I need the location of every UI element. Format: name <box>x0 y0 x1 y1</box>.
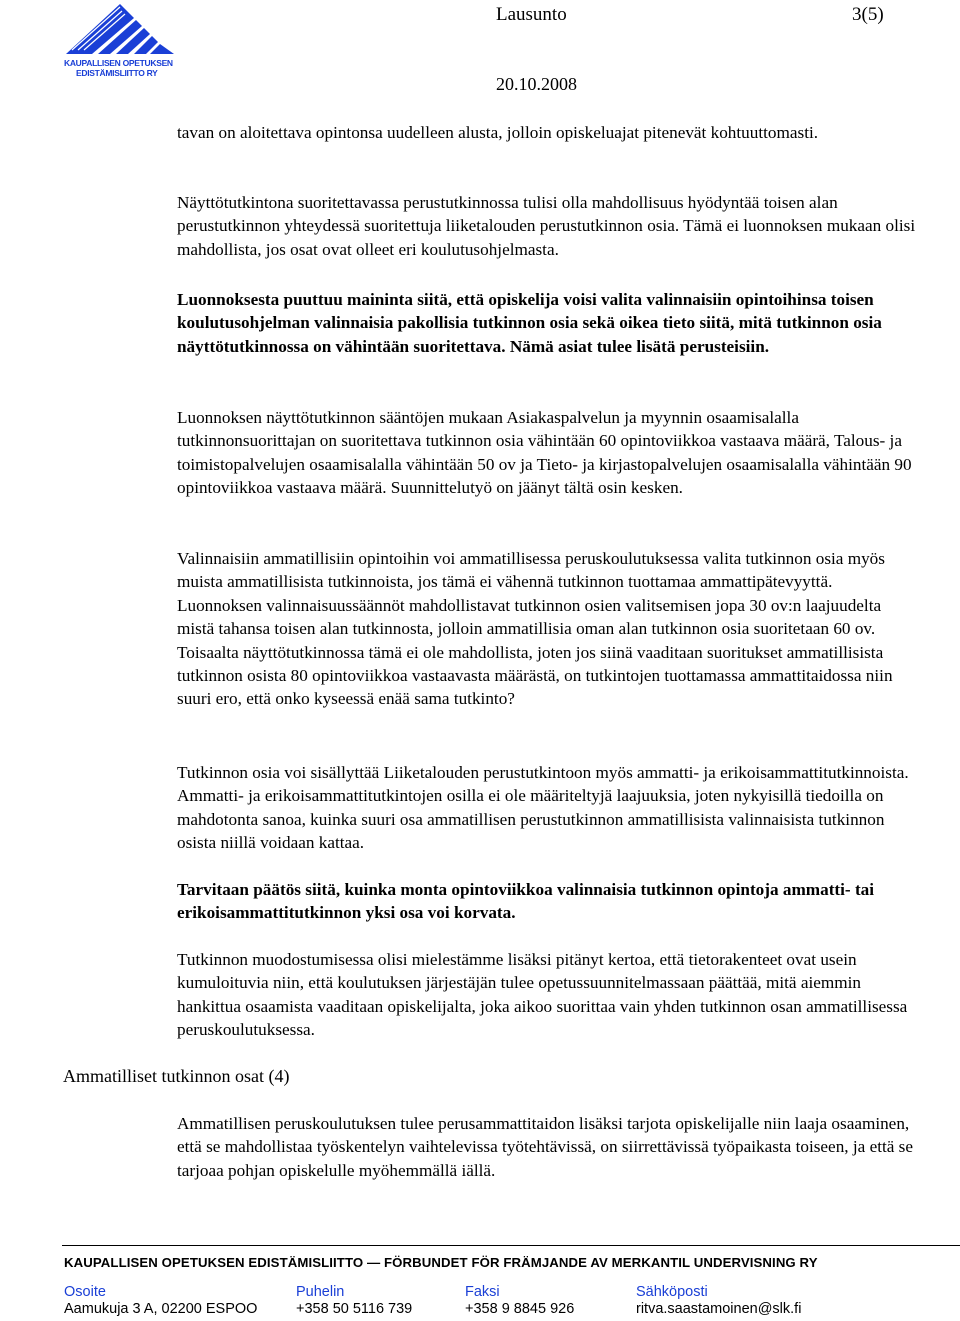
paragraph-5: Valinnaisiin ammatillisiin opintoihin voi ammatillisessa peruskoulutuksessa valita tutkinnon osia myös muista ammatillisista tutkinnoista, jos tämä ei vähennä tutkinnon tuottamaa ammattipätevyyttä. Luonnoksen valinnaisuussäännöt mahdollistavat tutkinnon osien valitsemisen jopa 30 ov:n laajuudelta mistä tahansa toisen alan tutkinnosta, jolloin ammatillisia oman alan tutkinnon osia suoritetaan 60 ov. Toisaalta näyttötutkinnossa tämä ei ole mahdollista, joten jos siinä vaaditaan suoritukset ammatillisista tutkinnon osista 80 opintoviikkoa vastaavasta määrästä, on tutkintojen tuottamassa ammattitaidossa niin suuri ero, että onko kyseessä enää sama tutkinto? <box>177 549 893 709</box>
body-paragraph <box>177 191 917 285</box>
body-paragraph <box>177 406 917 523</box>
footer-phone-label: Puhelin <box>296 1284 345 1300</box>
body-paragraph <box>177 1112 917 1206</box>
paragraph-7-bold: Tarvitaan päätös siitä, kuinka monta opintoviikkoa valinnaisia tutkinnon opintoja ammatti- tai erikoisammattitutkinnon yksi osa voi korvata. <box>177 880 875 923</box>
logo-text-line2: EDISTÄMISLIITTO RY <box>76 68 158 78</box>
paragraph-6: Tutkinnon osia voi sisällyttää Liiketalouden perustutkintoon myös ammatti- ja erikoisammattitutkinnoista. Ammatti- ja erikoisammattitutkintojen osilla ei ole määriteltyjä laajuuksia, joten nykyisillä tiedoilla on mahdotonta sanoa, kuinka suuri osa ammatillisen perustutkinnon ammatillisista valinnaisista tutkinnon osista niillä voidaan kattaa. <box>177 763 909 853</box>
paragraph-3-bold: Luonnoksesta puuttuu maininta siitä, että opiskelija voisi valita valinnaisiin opintoihinsa toisen koulutusohjelman valinnaisia pakollisia tutkinnon osia sekä oikea tieto siitä, mitä tutkinnon osia näyttötutkinnossa on vähintään suoritettava. Nämä asiat tulee lisätä perusteisiin. <box>177 290 882 356</box>
body-paragraph <box>177 121 917 168</box>
footer-fax: +358 9 8845 926 <box>465 1301 575 1317</box>
paragraph-1: tavan on aloitettava opintonsa uudelleen alusta, jolloin opiskeluajat pitenevät kohtuuttomasti. <box>177 123 819 142</box>
footer-organization: KAUPALLISEN OPETUKSEN EDISTÄMISLIITTO — FÖRBUNDET FÖR FRÄMJANDE AV MERKANTIL UNDERVISNING RY <box>64 1255 818 1270</box>
body-paragraph <box>177 288 917 382</box>
footer-address-label: Osoite <box>64 1284 106 1300</box>
section-heading: Ammatilliset tutkinnon osat (4) <box>63 1066 290 1086</box>
logo-text-line1: KAUPALLISEN OPETUKSEN <box>64 58 173 68</box>
body-paragraph <box>177 547 917 734</box>
paragraph-2: Näyttötutkintona suoritettavassa perustutkinnossa tulisi olla mahdollisuus hyödyntää toisen alan perustutkinnon yhteydessä suoritettuja liiketalouden perustutkinnon osia. Tämä ei luonnoksen mukaan olisi mahdollista, jos osat ovat olleet eri koulutusohjelmasta. <box>177 193 916 259</box>
document-type: Lausunto <box>496 4 567 25</box>
paragraph-8: Tutkinnon muodostumisessa olisi mielestämme lisäksi pitänyt kertoa, että tietorakenteet ovat usein kumuloituvia niin, että koulutuksen järjestäjän tulee opetussuunnitelmassaan päättää, mitä aiemmin hankittua osaamista vaaditaan opiskelijalta, joka aikoo suorittaa vain yhden tutkinnon osan ammatillisessa peruskoulutuksessa. <box>177 950 908 1040</box>
body-paragraph <box>177 878 917 948</box>
paragraph-9: Ammatillisen peruskoulutuksen tulee perusammattitaidon lisäksi tarjota opiskelijalle niin laaja osaaminen, että se mahdollistaa työskentelyn vaihtelevissa työtehtävissä, on siirrettävissä työpaikasta toiseen, ja että se tarjoaa pohjan opiskelulle myöhemmällä iällä. <box>177 1114 913 1180</box>
footer-fax-label: Faksi <box>465 1284 500 1300</box>
footer-phone: +358 50 5116 739 <box>296 1301 413 1317</box>
page-number: 3(5) <box>852 4 884 25</box>
footer-divider <box>62 1245 960 1246</box>
body-paragraph <box>177 761 917 878</box>
paragraph-4: Luonnoksen näyttötutkinnon sääntöjen mukaan Asiakaspalvelun ja myynnin osaamisalalla tutkinnonsuorittajan on suoritettava tutkinnon osia vähintään 60 opintoviikkoa vastaava määrä, Talous- ja toimistopalvelujen osaamisalalla vähintään 50 ov ja Tieto- ja kirjastopalvelujen osaamisalalla vähintään 90 opintoviikkoa vastaava määrä. Suunnittelutyö on jäänyt tältä osin kesken. <box>177 408 912 498</box>
body-paragraph <box>177 948 917 1065</box>
organization-logo <box>62 2 180 82</box>
footer-email[interactable]: ritva.saastamoinen@slk.fi <box>636 1301 802 1317</box>
footer-email-label: Sähköposti <box>636 1284 708 1300</box>
footer-address: Aamukuja 3 A, 02200 ESPOO <box>64 1301 258 1317</box>
document-date: 20.10.2008 <box>496 74 577 94</box>
